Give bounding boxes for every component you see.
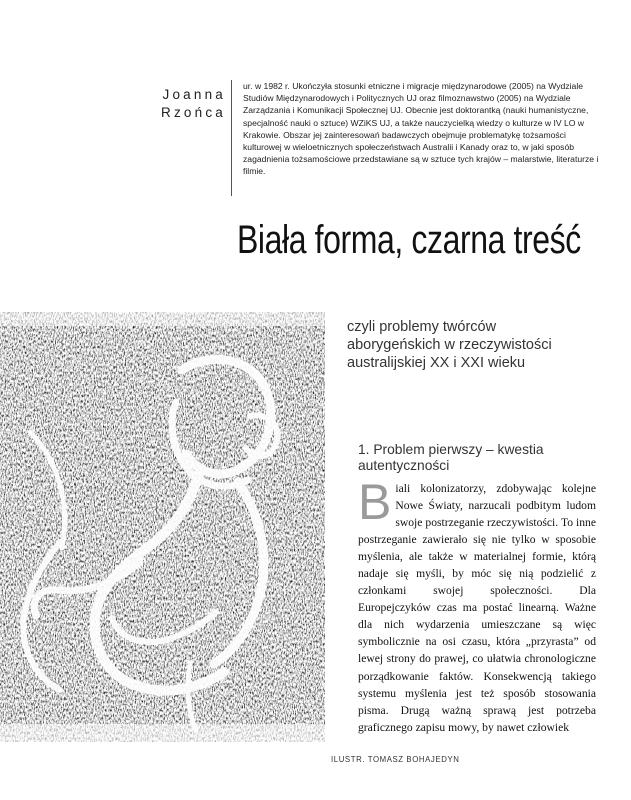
section-heading: 1. Problem pierwszy – kwestia autentyczności [358,442,544,473]
author-name [150,86,226,122]
author-bio: ur. w 1982 r. Ukończyła stosunki etniczne i migracje międzynarodowe (2005) na Wydziale Studiów Międzynarodowych i Politycznych UJ oraz filmoznawstwo (2005) na Wydziale Zarządzania i Komunikacji Społecznej UJ. Obecnie jest doktorantką (nauki humanistyczne, specjalność nauki o sztuce) WZiKS UJ, a także nauczycielką wiedzy o kulturze w IV LO w Krakowie. Obszar jej zainteresowań badawczych obejmuje problematykę tożsamości kulturowej w wieloetnicznych społeczeństwach Australii i Kanady oraz to, w jaki sposób zagadnienia tożsamościowe przedstawiane są w sztuce tych krajów – malarstwie, literaturze i filmie. [243,81,599,177]
article-body [358,474,596,736]
subtitle-line-3: australijskiej XX i XXI wieku [347,355,526,371]
bio-divider [231,80,232,196]
subtitle-line-1: czyli problemy twórców [347,319,497,335]
illustration [0,312,325,742]
article-subtitle [347,318,607,372]
illustration-credit: ILUSTR. TOMASZ BOHAJEDYN [331,755,460,764]
author-first-name: Joanna [162,87,226,102]
illustration-artwork [0,312,325,742]
body-text: iali kolonizatorzy, zdobywając kolejne Nowe Światy, narzucali podbitym ludom swoje postrzeganie rzeczywistości. To inne postrzeganie zawierało się nie tylko w sposobie myślenia, ale także w materialnej formie, którą nadaje się myśli, by móc się nią podzielić z członkami swojej społeczności. Dla Europejczyków czas ma postać linearną. Ważne dla nich wydarzenia umieszczane są więc symbolicznie na osi czasu, która „przyrasta” od lewej strony do prawej, co ułatwia chronologiczne porządkowanie faktów. Konsekwencją takiego systemu myślenia jest też sposób stosowania pisma. Drugą ważną sprawą jest potrzeba graficznego zapisu mowy, by nawet człowiek [358,482,596,734]
author-last-name: Rzońca [161,105,226,120]
drop-cap: B [358,474,392,530]
article-title: Biała forma, czarna treść [237,218,581,262]
subtitle-line-2: aborygeńskich w rzeczywistości [347,337,552,353]
